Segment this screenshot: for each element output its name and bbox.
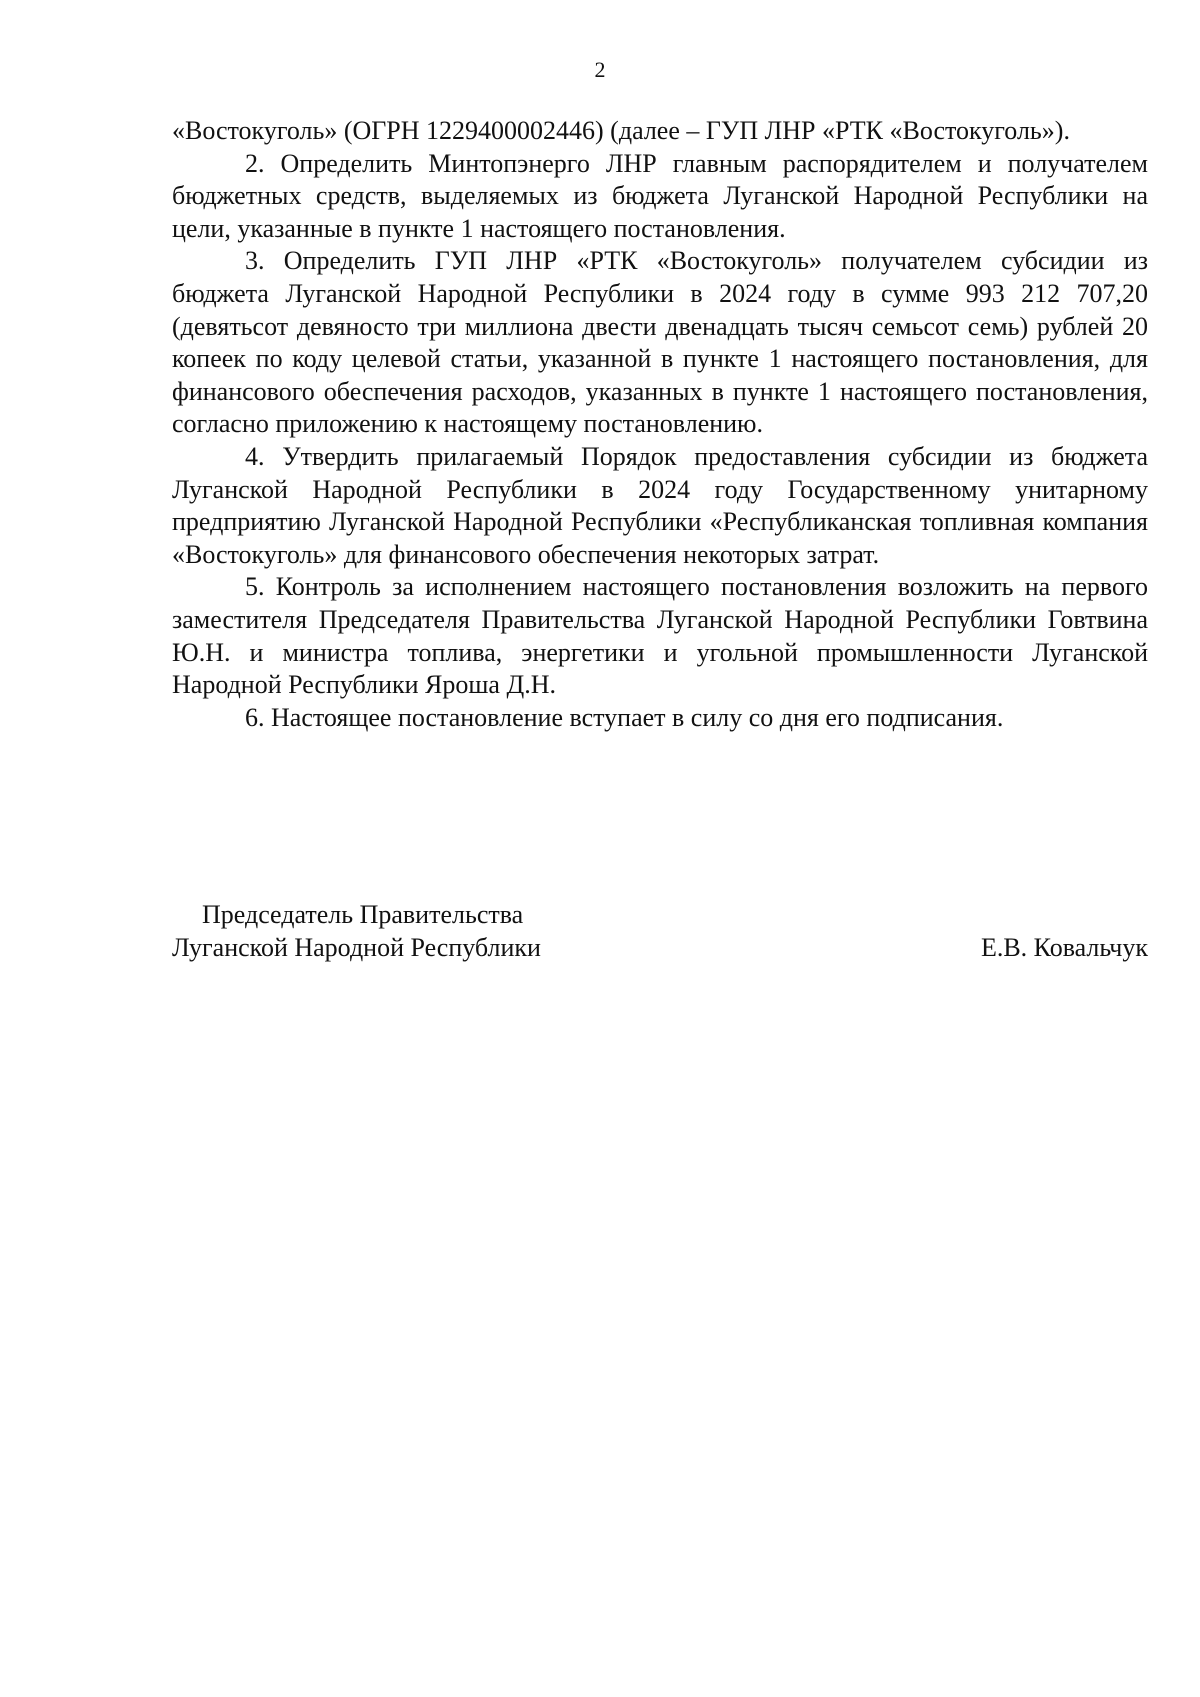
signatory-title-line2: Луганской Народной Республики [172,933,541,962]
signature-block [172,898,1148,964]
paragraph-item-6: 6. Настоящее постановление вступает в силу со дня его подписания. [245,702,1004,732]
signature-row [172,931,1148,964]
paragraph-item-2: 2. Определить Минтопэнерго ЛНР главным распорядителем и получателем бюджетных средств, выделяемых из бюджета Луганской Народной Республики на цели, указанные в пункте 1 настоящего постановления. [172,148,1148,243]
paragraph-item-5: 5. Контроль за исполнением настоящего постановления возложить на первого заместителя Председателя Правительства Луганской Народной Республики Говтвина Ю.Н. и министра топлива, энергетики и угольной промышленности Луганской Народной Республики Яроша Д.Н. [172,572,1148,700]
signatory-title-line1: Председатель Правительства [202,900,524,929]
paragraph-item-3: 3. Определить ГУП ЛНР «РТК «Востокуголь» получателем субсидии из бюджета Луганской Народной Республики в 2024 году в сумме 993 212 707,20 (девятьсот девяносто три миллиона двести двенадцать тысяч семьсот семь) рублей 20 копеек по коду целевой статьи, указанной в пункте 1 настоящего постановления, для финансового обеспечения расходов, указанных в пункте 1 настоящего постановления, согласно приложению к настоящему постановлению. [172,246,1148,439]
paragraph-continuation: «Востокуголь» (ОГРН 1229400002446) (далее – ГУП ЛНР «РТК «Востокуголь»). [172,116,1070,145]
paragraph-item-4: 4. Утвердить прилагаемый Порядок предоставления субсидии из бюджета Луганской Народной Республики в 2024 году Государственному унитарному предприятию Луганской Народной Республики «Республиканская топливная компания «Востокуголь» для финансового обеспечения некоторых затрат. [172,441,1148,569]
signatory-name: Е.В. Ковальчук [980,933,1148,962]
document-body [172,115,1148,734]
page-number: 2 [594,57,606,82]
